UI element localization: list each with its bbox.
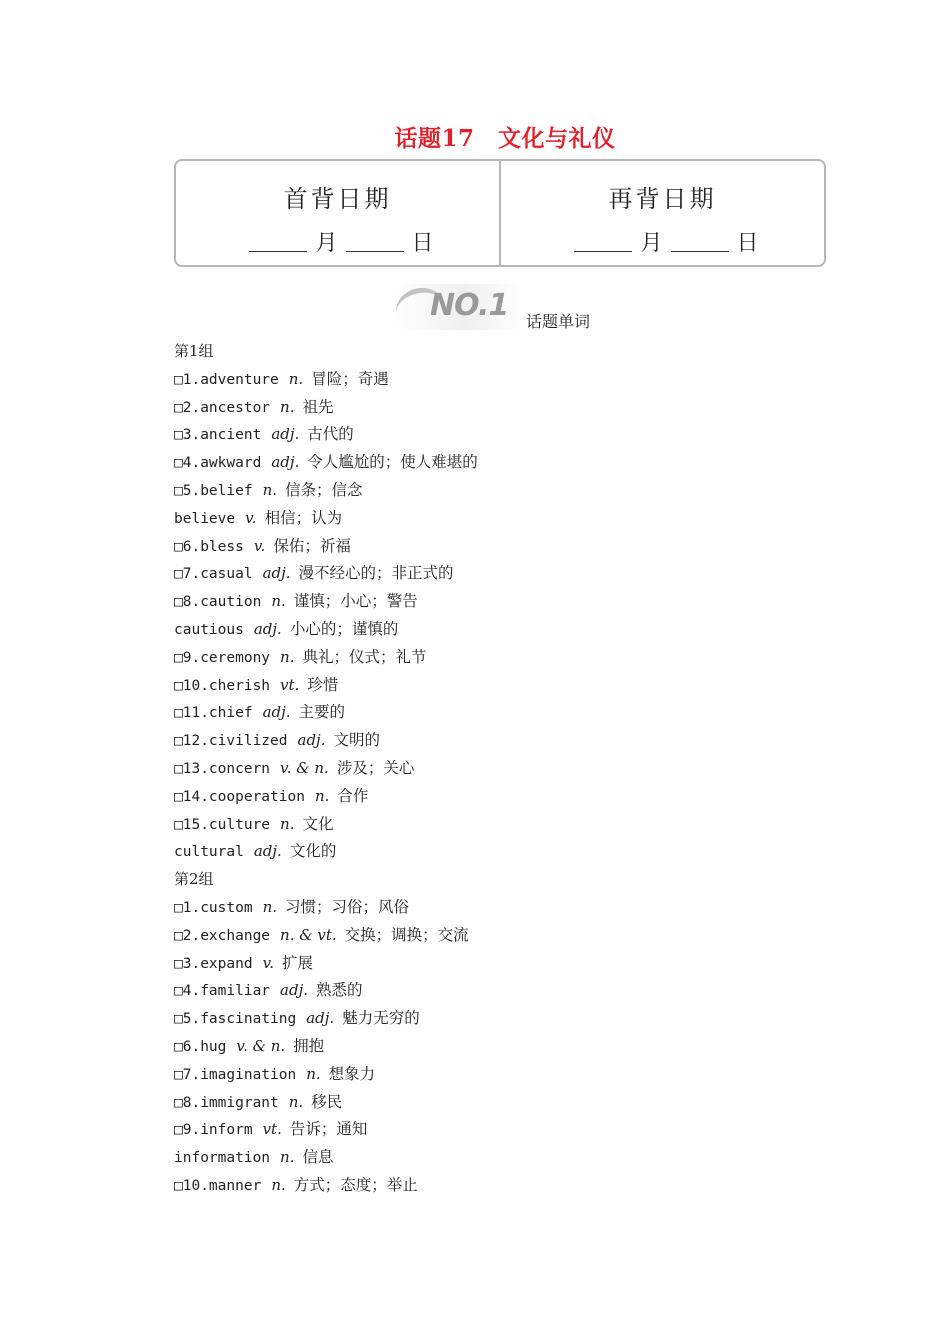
part-of-speech: v.: [253, 536, 266, 555]
vocab-meaning: 移民: [311, 1092, 343, 1111]
second-date-label: 再背日期: [608, 185, 717, 213]
part-of-speech: adj.: [253, 842, 282, 861]
vocab-word: believe: [174, 510, 236, 527]
vocab-word: □6.hug: [174, 1038, 227, 1055]
vocab-meaning: 相信；认为: [264, 508, 343, 527]
vocab-meaning: 古代的: [307, 425, 354, 444]
vocab-meaning: 小心的；谨慎的: [289, 619, 399, 638]
group-heading: 第1组: [174, 342, 214, 360]
vocab-item: [174, 421, 478, 449]
second-month-blank[interactable]: [574, 251, 632, 252]
vocab-meaning: 信条；信念: [285, 480, 363, 499]
vocab-item: [174, 533, 478, 561]
page-title: 话题17 文化与礼仪: [394, 125, 616, 152]
vocab-item: [174, 727, 478, 755]
part-of-speech: vt.: [262, 1120, 282, 1139]
vocab-meaning: 告诉；通知: [289, 1120, 368, 1139]
vocab-word: □7.casual: [174, 566, 253, 583]
vocab-meaning: 涉及；关心: [336, 758, 415, 777]
part-of-speech: adj.: [253, 619, 282, 638]
first-month-blank[interactable]: [249, 251, 307, 252]
vocab-item: [174, 1061, 478, 1089]
section-label: 话题单词: [526, 312, 591, 331]
vocab-meaning: 熟悉的: [316, 981, 363, 1000]
vocab-meaning: 珍惜: [307, 675, 339, 694]
vocab-meaning: 信息: [302, 1148, 334, 1167]
vocab-item: [174, 505, 478, 533]
vocab-item: [174, 977, 478, 1005]
section-number: NO.1: [430, 288, 509, 323]
vocab-meaning: 主要的: [298, 703, 346, 722]
vocab-meaning: 祖先: [302, 397, 334, 416]
vocab-item: [174, 950, 478, 978]
vocab-word: □4.familiar: [174, 983, 271, 1000]
part-of-speech: adj.: [262, 564, 291, 583]
vocab-word: □2.exchange: [174, 927, 271, 944]
vocab-meaning: 谨慎；小心；警告: [293, 592, 418, 611]
vocab-word: □8.caution: [174, 594, 262, 611]
first-date-fill: [176, 226, 499, 257]
vocab-item: [174, 811, 478, 839]
vocab-word: □12.civilized: [174, 733, 288, 750]
vocab-item: [174, 449, 478, 477]
vocab-item: [174, 644, 478, 672]
vocab-meaning: 想象力: [328, 1064, 376, 1083]
vocab-word: □8.immigrant: [174, 1094, 279, 1111]
part-of-speech: adj.: [262, 703, 291, 722]
vocab-item: [174, 560, 478, 588]
vocab-item: [174, 1172, 478, 1200]
part-of-speech: n.: [280, 397, 295, 416]
vocab-item: [174, 1033, 478, 1061]
part-of-speech: n.: [288, 1092, 304, 1111]
part-of-speech: n. & vt.: [280, 925, 337, 944]
vocab-meaning: 文化的: [289, 842, 337, 861]
vocab-meaning: 扩展: [282, 953, 314, 972]
vocab-word: □9.ceremony: [174, 649, 271, 666]
vocab-meaning: 典礼；仪式；礼节: [302, 647, 427, 666]
vocab-item: [174, 838, 478, 866]
vocab-meaning: 拥抱: [293, 1036, 325, 1055]
part-of-speech: v. & n.: [280, 758, 329, 777]
part-of-speech: adj.: [306, 1009, 335, 1028]
month-label: 月: [315, 231, 338, 256]
vocab-word: information: [174, 1150, 271, 1167]
vocab-word: □5.belief: [174, 482, 253, 499]
first-date-cell: [176, 161, 499, 265]
part-of-speech: v.: [245, 508, 257, 527]
vocab-item: [174, 366, 478, 394]
first-day-blank[interactable]: [346, 251, 404, 252]
vocab-word: □13.concern: [174, 760, 271, 777]
part-of-speech: adj.: [271, 453, 300, 472]
vocab-meaning: 魅力无穷的: [342, 1009, 420, 1028]
vocab-meaning: 漫不经心的；非正式的: [298, 564, 454, 583]
vocab-word: □6.bless: [174, 538, 244, 555]
vocab-word: □9.inform: [174, 1122, 253, 1139]
part-of-speech: adj.: [271, 425, 300, 444]
vocab-item: [174, 699, 478, 727]
vocab-word: □3.ancient: [174, 427, 262, 444]
vocab-word: □10.cherish: [174, 677, 271, 694]
vocab-meaning: 习惯；习俗；风俗: [285, 897, 410, 916]
second-day-blank[interactable]: [671, 251, 729, 252]
vocab-item: [174, 394, 478, 422]
vocab-item: [174, 477, 478, 505]
part-of-speech: vt.: [280, 675, 300, 694]
vocab-meaning: 文明的: [333, 731, 380, 750]
part-of-speech: adj.: [280, 981, 308, 1000]
vocab-item: [174, 755, 478, 783]
month-label: 月: [640, 231, 663, 256]
vocab-item: [174, 616, 478, 644]
part-of-speech: adj.: [297, 731, 326, 750]
vocab-word: □2.ancestor: [174, 399, 271, 416]
vocab-word: □3.expand: [174, 955, 253, 972]
part-of-speech: n.: [262, 897, 278, 916]
day-label: 日: [736, 231, 759, 256]
part-of-speech: v. & n.: [236, 1036, 286, 1055]
vocab-word: cautious: [174, 621, 244, 638]
date-record-box: [174, 159, 826, 267]
vocab-item: [174, 1089, 478, 1117]
part-of-speech: v.: [262, 953, 275, 972]
first-date-label: 首背日期: [283, 185, 392, 213]
part-of-speech: n.: [280, 647, 295, 666]
section-header: [396, 284, 590, 330]
part-of-speech: n.: [271, 1175, 286, 1194]
vocab-item: [174, 922, 478, 950]
vocab-meaning: 文化: [302, 814, 334, 833]
section-number-badge: [396, 284, 522, 330]
vocab-item: [174, 672, 478, 700]
vocab-meaning: 合作: [337, 786, 369, 805]
vocab-word: □4.awkward: [174, 455, 262, 472]
part-of-speech: n.: [280, 814, 295, 833]
group-heading: 第2组: [174, 870, 214, 889]
part-of-speech: n.: [288, 369, 304, 388]
part-of-speech: n.: [262, 480, 278, 499]
vocab-word: □5.fascinating: [174, 1011, 297, 1028]
vocab-item: [174, 1144, 478, 1172]
part-of-speech: n.: [280, 1148, 295, 1167]
vocab-word: □1.adventure: [174, 371, 279, 388]
vocab-word: □14.cooperation: [174, 788, 305, 805]
vocab-meaning: 冒险；奇遇: [311, 369, 389, 388]
vocab-word: cultural: [174, 844, 244, 861]
vocab-item: [174, 894, 478, 922]
second-date-cell: [499, 161, 824, 265]
vocab-word: □11.chief: [174, 705, 253, 722]
part-of-speech: n.: [306, 1064, 321, 1083]
part-of-speech: n.: [314, 786, 330, 805]
vocab-item: [174, 783, 478, 811]
vocab-meaning: 保佑；祈福: [273, 536, 351, 555]
vocab-meaning: 令人尴尬的；使人难堪的: [307, 453, 478, 472]
vocabulary-list: [174, 338, 478, 1200]
vocab-word: □15.culture: [174, 816, 271, 833]
day-label: 日: [411, 231, 434, 256]
vocab-word: □7.imagination: [174, 1066, 297, 1083]
part-of-speech: n.: [271, 592, 286, 611]
vocab-word: □1.custom: [174, 899, 253, 916]
vocab-word: □10.manner: [174, 1177, 262, 1194]
second-date-fill: [501, 226, 824, 257]
vocab-meaning: 方式；态度；举止: [293, 1175, 418, 1194]
vocab-meaning: 交换；调换；交流: [344, 925, 469, 944]
vocab-item: [174, 1005, 478, 1033]
vocab-item: [174, 588, 478, 616]
vocab-item: [174, 1116, 478, 1144]
